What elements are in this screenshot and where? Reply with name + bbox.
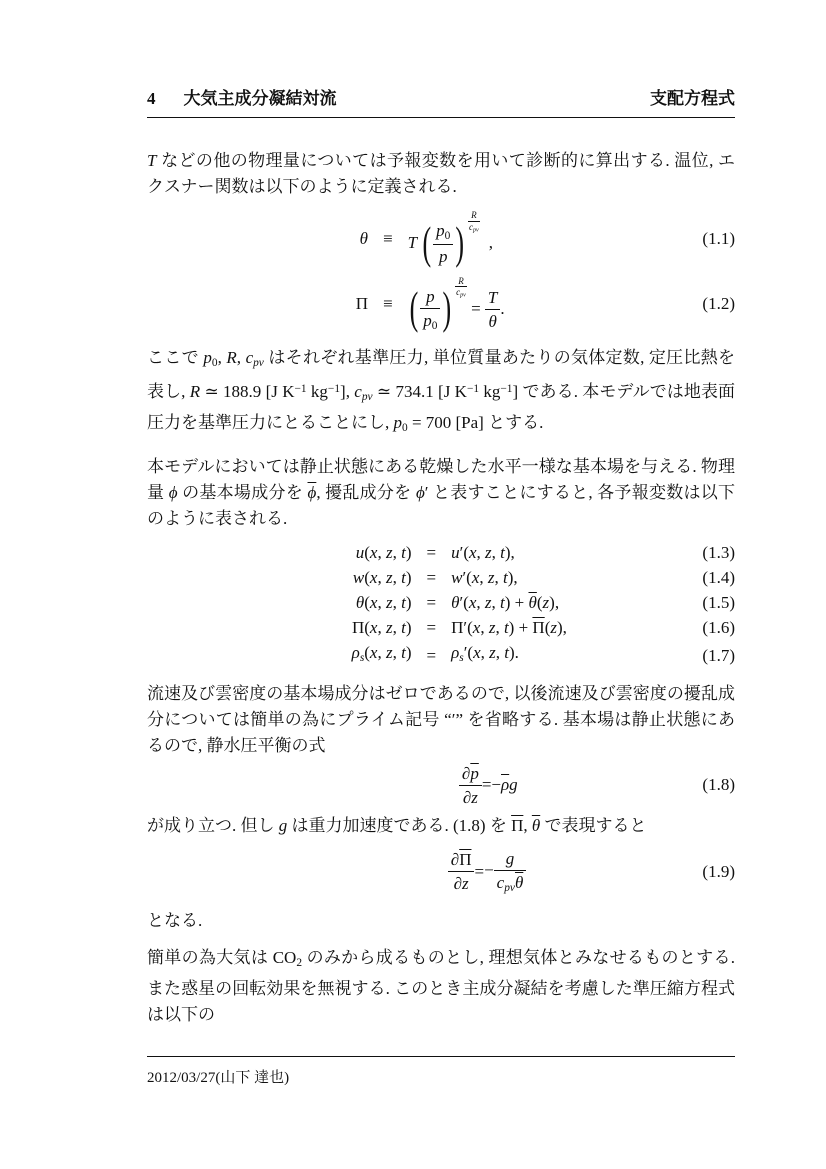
running-header <box>147 84 735 118</box>
paragraph-hydrostatic: が成り立つ. 但し g は重力加速度である. (1.8) を $\overline{\Pi}$, $\overline{\theta}$ で表現すると <box>147 816 647 836</box>
paragraph-diagnostics: T などの他の物理量については予報変数を用いて診断的に算出する. 温位, エクスナー関数は以下のように定義される. <box>147 151 735 196</box>
page-footer <box>147 1056 735 1087</box>
equation-1-4-number: (1.4) <box>702 567 735 587</box>
equation-1-4 <box>147 565 735 590</box>
equation-1-7-number: (1.7) <box>702 645 735 665</box>
equation-1-1-lhs: θ <box>359 228 369 248</box>
equation-left-pad <box>147 615 297 640</box>
equation-1-9-number: (1.9) <box>702 861 735 881</box>
equation-1-9-relation: = <box>474 861 485 881</box>
equation-1-5-rhs: θ′(x, z, $t) + \overline{\theta}(z)$, <box>451 592 560 612</box>
equation-1-8 <box>147 761 735 811</box>
running-section-title: 大気主成分凝結対流 <box>183 89 337 108</box>
page-content <box>147 84 735 1028</box>
equation-left-pad <box>147 272 337 338</box>
equation-1-7-relation: = <box>426 645 437 665</box>
page-number: 4 <box>147 89 156 108</box>
equation-1-6-lhs: Π(x, z, t) <box>351 617 412 637</box>
equation-1-3-number: (1.3) <box>702 542 735 562</box>
equation-1-2-number: (1.2) <box>702 294 735 314</box>
equation-1-3 <box>147 540 735 565</box>
equation-1-9-rhs: − $\frac{g}{c_{pv}\overline{\theta}}$ <box>484 845 626 898</box>
running-chapter-title: 支配方程式 <box>650 89 735 108</box>
equation-1-6 <box>147 615 735 640</box>
equation-group-decomposition <box>147 540 735 671</box>
equation-1-5-number: (1.5) <box>702 592 735 612</box>
equation-1-9 <box>147 845 735 898</box>
equation-1-7-lhs: $\rho_s(x$, z, t) <box>351 642 412 664</box>
equation-1-8-lhs: $\frac{\partial\overline{p}}{\partial z}$ <box>387 761 482 811</box>
equation-1-5 <box>147 590 735 615</box>
equation-1-6-relation: = <box>426 617 437 637</box>
equation-left-pad <box>147 761 387 811</box>
equation-1-3-lhs: u(x, z, t) <box>355 542 412 562</box>
equation-1-6-number: (1.6) <box>702 617 735 637</box>
equation-1-7-rhs: $\rho_s'(x$, z, t). <box>451 642 519 664</box>
paragraph-basic-state: 本モデルにおいては静止状態にある乾燥した水平一様な基本場を与える. 物理量 ϕ の基本場成分を $\overline{\phi}$, 擾乱成分を ϕ′ と表すことにすると, 各予報変数は以下のように表される. <box>147 456 736 528</box>
equation-1-4-lhs: w(x, z, t) <box>352 567 412 587</box>
paragraph-constants: ここで $p_0$, R, $c_{pv}$ はそれぞれ基準圧力, 単位質量あたりの気体定数, 定圧比熱を表し, R ≃ 188.9 [J $K^{-1}$ $kg^{-1}$], $c_{pv}$ ≃ 734.1 [J $K^{-1}$ $kg^{-1}$] である. 本モデルでは地表面圧力を基準圧力にとることにし, $p_0 = 700$ [Pa] とする. <box>147 348 736 434</box>
equation-1-3-rhs: u′(x, z, t), <box>451 542 515 562</box>
equation-1-5-relation: = <box>426 592 437 612</box>
paragraph-prime-omission: 流速及び雲密度の基本場成分はゼロであるので, 以後流速及び雲密度の擾乱成分については簡単の為にプライム記号 “′” を省略する. 基本場は静止状態にあるので, 静水圧平衡の式 <box>147 683 735 755</box>
equation-1-5-lhs: θ(x, z, t) <box>355 592 412 612</box>
equation-1-7 <box>147 640 735 671</box>
equation-left-pad <box>147 640 297 671</box>
equation-1-1 <box>147 206 735 272</box>
equation-1-3-relation: = <box>426 542 437 562</box>
footer-date-author: 2012/03/27(山下 達也) <box>147 1070 290 1086</box>
equation-1-2-relation: ≡ <box>383 294 393 314</box>
paragraph-co2-assumption: 簡単の為大気は $CO_2$ のみから成るものとし, 理想気体とみなせるものとする. また惑星の回転効果を無視する. このとき主成分凝結を考慮した準圧縮方程式は以下の <box>147 948 735 1025</box>
equation-left-pad <box>147 590 297 615</box>
equation-group-hydrostatic <box>147 761 735 811</box>
equation-1-6-rhs: Π′(x, z, $t) + \overline{\Pi}(z)$, <box>451 617 567 637</box>
equation-1-8-relation: = <box>481 775 492 795</box>
equation-1-1-rhs: T ( $\frac{p_0}{p}$ ) R $c_{pv}$ , <box>407 210 493 269</box>
equation-1-1-relation: ≡ <box>383 228 393 248</box>
equation-1-8-number: (1.8) <box>702 775 735 795</box>
equation-1-8-rhs: $-\overline{\rho}g$ <box>491 775 518 795</box>
equation-left-pad <box>147 845 385 898</box>
equation-1-2-lhs: Π <box>355 294 369 314</box>
equation-group-exner-hydrostatic <box>147 845 735 898</box>
equation-1-4-rhs: w′(x, z, t), <box>451 567 518 587</box>
equation-1-9-lhs: $\frac{\partial\overline{\Pi}}{\partial z}$ <box>385 845 474 898</box>
paragraph-tonaru: となる. <box>147 911 203 931</box>
equation-left-pad <box>147 206 337 272</box>
equation-group-definitions <box>147 206 735 337</box>
equation-left-pad <box>147 565 297 590</box>
equation-1-2-rhs: ( $\frac{p}{p_0}$ ) R $c_{pv}$ = $\frac{T}{\theta}$ . <box>409 275 505 334</box>
equation-left-pad <box>147 540 297 565</box>
equation-1-4-relation: = <box>426 567 437 587</box>
equation-1-2 <box>147 272 735 338</box>
equation-1-1-number: (1.1) <box>702 228 735 248</box>
